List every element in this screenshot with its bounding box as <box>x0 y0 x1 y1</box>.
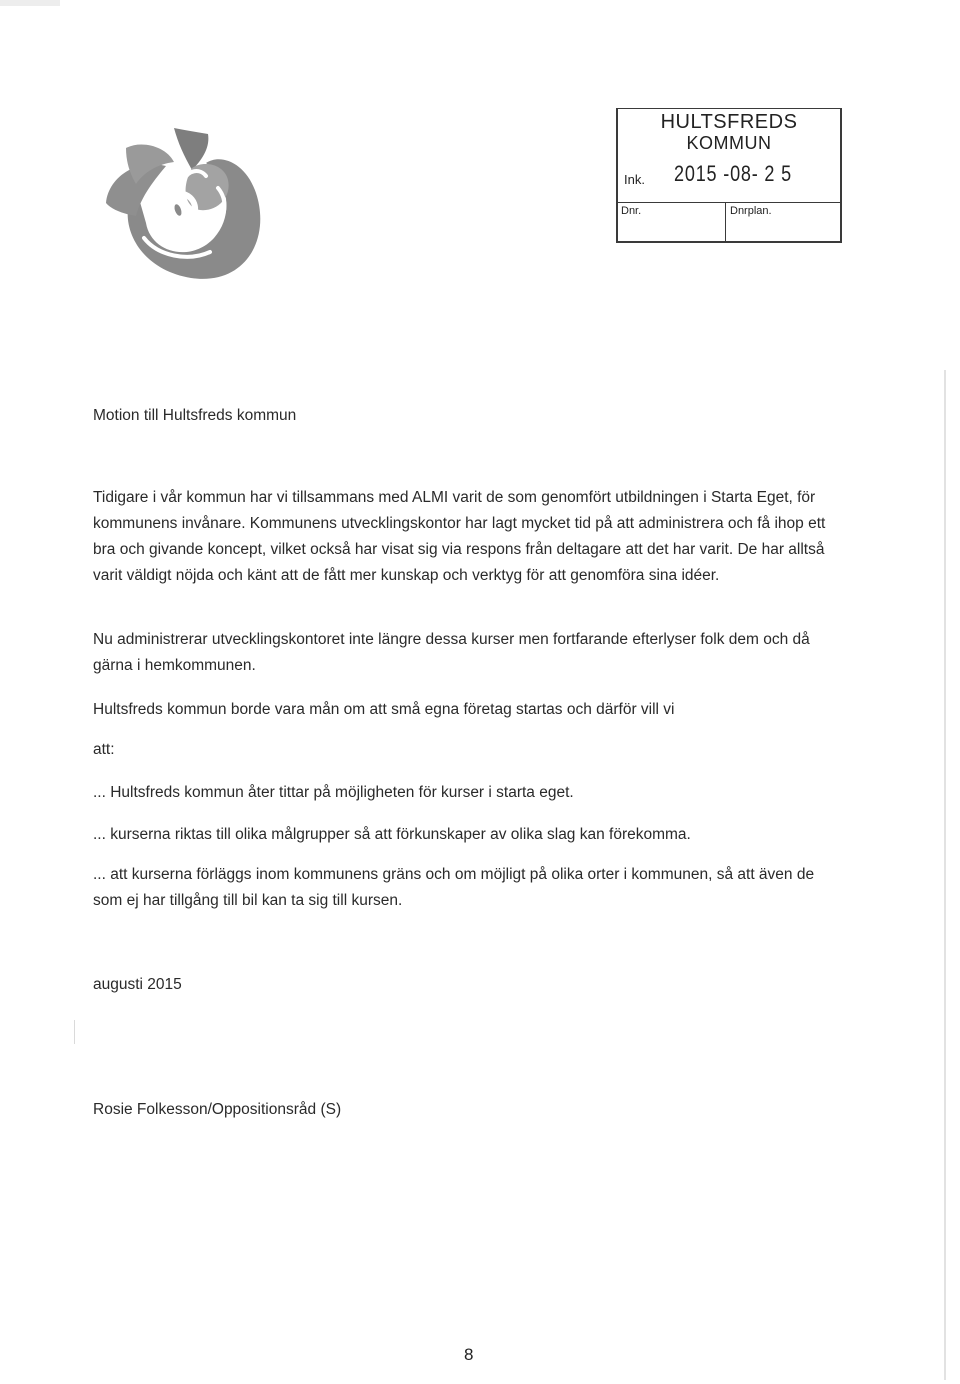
stamp-dnrplan-label: Dnrplan. <box>730 205 772 217</box>
motion-point-1: ... Hultsfreds kommun åter tittar på möjligheten för kurser i starta eget. <box>93 784 574 801</box>
stamp-ink-date: 2015 -08- 2 5 <box>674 161 792 186</box>
stamp-org-line2: KOMMUN <box>686 133 772 153</box>
letter-date: augusti 2015 <box>93 976 182 993</box>
paragraph-3: Hultsfreds kommun borde vara mån om att små egna företag startas och därför vill vi <box>93 701 675 718</box>
stamp-divider <box>618 202 840 203</box>
stamp-vertical-divider <box>725 202 726 241</box>
letter-title: Motion till Hultsfreds kommun <box>93 407 297 424</box>
att-label: att: <box>93 741 115 758</box>
paragraph-2: Nu administrerar utvecklingskontoret inte längre dessa kurser men fortfarande efterlyser folk dem och då gärna i hemkommunen. <box>93 631 810 674</box>
scan-artifact-left <box>74 1020 75 1044</box>
stamp-org-line1: HULTSFREDS <box>660 111 798 133</box>
signature: Rosie Folkesson/Oppositionsråd (S) <box>93 1101 342 1118</box>
page-number: 8 <box>464 1345 474 1364</box>
stamp-ink-label: Ink. <box>624 172 645 187</box>
scan-artifact-top <box>0 0 60 6</box>
motion-point-3: ... att kurserna förläggs inom kommunens gräns och om möjligt på olika orter i kommunen, så att även de som ej har tillgång till bil kan ta sig till kursen. <box>93 866 815 909</box>
received-stamp <box>616 108 842 243</box>
paragraph-1: Tidigare i vår kommun har vi tillsammans med ALMI varit de som genomfört utbildningen i Starta Eget, för kommunens invånare. Kommunens utvecklingskontor har lagt mycket tid på att administrera och få ihop ett bra och givande koncept, vilket också har visat sig via respons från deltagare att det har varit. De har alltså varit väldigt nöjda och känt att de fått mer kunskap och verktyg för att genomföra sina idéer. <box>93 489 826 584</box>
stamp-dnr-label: Dnr. <box>621 205 642 217</box>
motion-point-2: ... kurserna riktas till olika målgrupper så att förkunskaper av olika slag kan förekomma. <box>93 826 691 843</box>
scan-artifact-edge <box>944 370 946 1380</box>
rose-logo-icon <box>96 118 272 294</box>
